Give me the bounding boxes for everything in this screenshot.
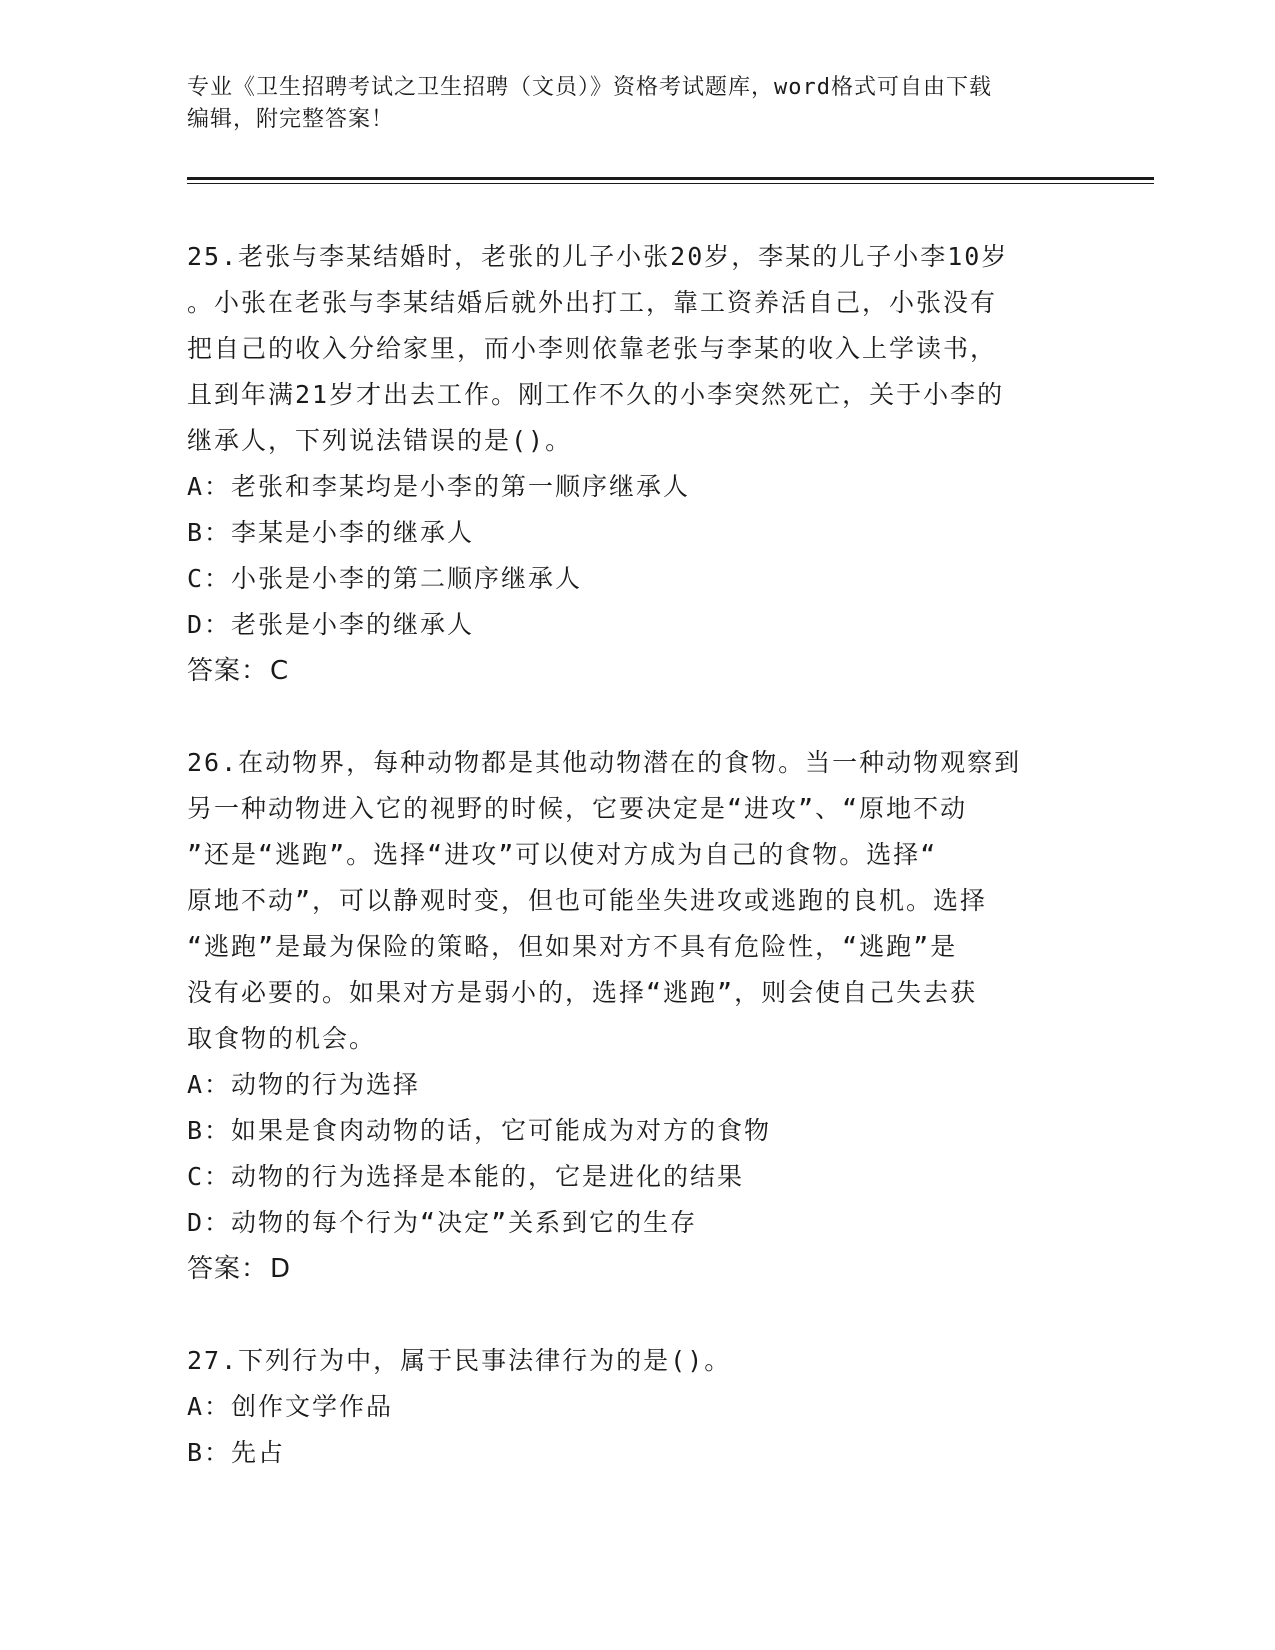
stem-line: 继承人，下列说法错误的是()。	[187, 426, 573, 455]
header-divider-thick	[187, 177, 1154, 180]
question-26	[187, 740, 1087, 1292]
header-divider-thin	[187, 183, 1154, 184]
question-number: 26.	[187, 748, 239, 777]
question-list	[187, 234, 1087, 1522]
answer-label: 答案：	[187, 656, 269, 686]
stem-line: 且到年满21岁才出去工作。刚工作不久的小李突然死亡，关于小李的	[187, 380, 1005, 409]
option-c: C：动物的行为选择是本能的，它是进化的结果	[187, 1162, 745, 1191]
question-stem	[187, 740, 1087, 786]
question-25	[187, 234, 1087, 694]
option-b: B：李某是小李的继承人	[187, 518, 475, 547]
stem-line: 在动物界，每种动物都是其他动物潜在的食物。当一种动物观察到	[238, 748, 1022, 777]
header-line-1: 专业《卫生招聘考试之卫生招聘（文员）》资格考试题库，word格式可自由下载	[187, 75, 992, 100]
answer-value: C	[270, 656, 290, 686]
stem-line: 下列行为中，属于民事法律行为的是()。	[238, 1346, 732, 1375]
answer-line	[187, 648, 1087, 694]
stem-line: ”还是“逃跑”。选择“进攻”可以使对方成为自己的食物。选择“	[187, 840, 938, 869]
stem-line: 。小张在老张与李某结婚后就外出打工，靠工资养活自己，小张没有	[187, 288, 998, 317]
option-d: D：老张是小李的继承人	[187, 610, 475, 639]
header-line-2: 编辑，附完整答案！	[187, 107, 395, 132]
question-stem	[187, 1338, 1087, 1384]
option-b: B：如果是食肉动物的话，它可能成为对方的食物	[187, 1116, 772, 1145]
answer-line	[187, 1246, 1087, 1292]
option-a: A：创作文学作品	[187, 1392, 394, 1421]
stem-line: 取食物的机会。	[187, 1024, 377, 1053]
answer-label: 答案：	[187, 1254, 269, 1284]
question-27	[187, 1338, 1087, 1476]
option-d: D：动物的每个行为“决定”关系到它的生存	[187, 1208, 698, 1237]
question-stem	[187, 234, 1087, 280]
option-a: A：老张和李某均是小李的第一顺序继承人	[187, 472, 691, 501]
stem-line: “逃跑”是最为保险的策略，但如果对方不具有危险性，“逃跑”是	[187, 932, 958, 961]
stem-line: 把自己的收入分给家里，而小李则依靠老张与李某的收入上学读书，	[187, 334, 998, 363]
stem-line: 另一种动物进入它的视野的时候，它要决定是“进攻”、“原地不动	[187, 794, 968, 823]
stem-line: 原地不动”，可以静观时变，但也可能坐失进攻或逃跑的良机。选择	[187, 886, 988, 915]
option-a: A：动物的行为选择	[187, 1070, 421, 1099]
option-b: B：先占	[187, 1438, 286, 1467]
option-c: C：小张是小李的第二顺序继承人	[187, 564, 583, 593]
answer-value: D	[270, 1254, 292, 1284]
question-number: 25.	[187, 242, 239, 271]
page-header	[187, 72, 1087, 136]
stem-line: 老张与李某结婚时，老张的儿子小张20岁，李某的儿子小李10岁	[238, 242, 1009, 271]
question-number: 27.	[187, 1346, 239, 1375]
stem-line: 没有必要的。如果对方是弱小的，选择“逃跑”，则会使自己失去获	[187, 978, 978, 1007]
